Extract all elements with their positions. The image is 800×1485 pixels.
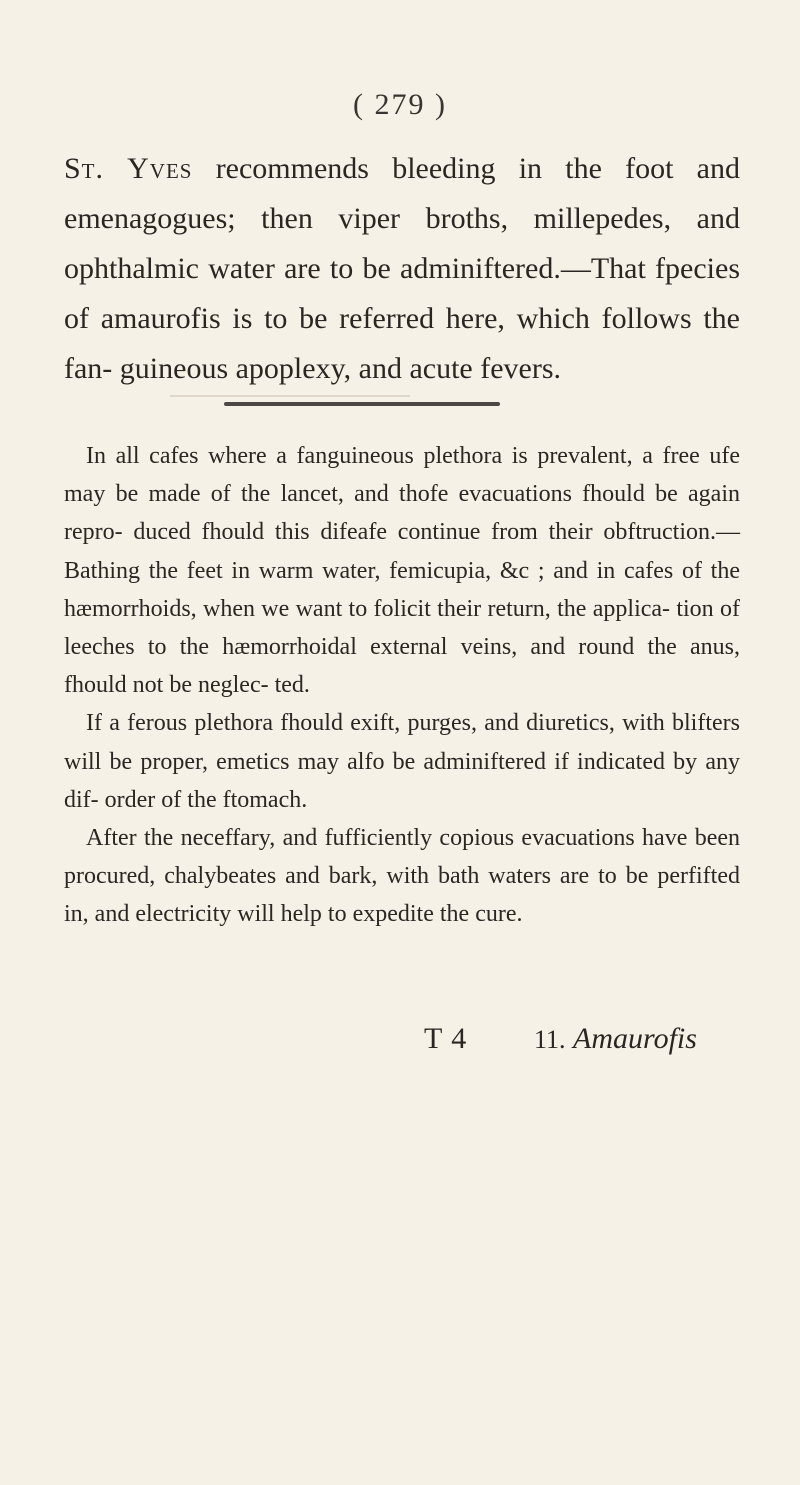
author-name: St. Yves: [64, 152, 193, 185]
section-yves: [64, 144, 740, 394]
page-number: ( 279 ): [353, 88, 447, 121]
paragraph: [64, 144, 740, 394]
paragraph-text: recommends bleeding in the foot and emenagogues; then viper broths, millepedes, and ophthalmic water are to be adminiftered.—That fpecies of amaurofis is to be referred here, which follows the fan- guineous apoplexy, and acute fevers.: [64, 152, 740, 385]
catchword-text: Amaurofis: [573, 1022, 697, 1055]
paragraph-text: In all cafes where a fanguineous plethora is prevalent, a free ufe may be made of the lancet, and thofe evacuations fhould be again repro- duced fhould this difeafe continue from their obftruction.—Bathing the feet in warm water, femicupia, &c ; and in cafes of the hæmorrhoids, when we want to folicit their return, the applica- tion of leeches to the hæmorrhoidal external veins, and round the anus, fhould not be neglec- ted.: [64, 443, 740, 699]
section-treatment: [64, 437, 740, 934]
section-divider-shadow: [170, 395, 410, 397]
catchword-number: 11.: [534, 1025, 566, 1054]
signature-mark: T 4: [424, 1022, 468, 1055]
section-divider: [224, 402, 500, 406]
paragraph: [64, 819, 740, 934]
catchword: [534, 1022, 697, 1056]
paragraph-text: If a ferous plethora fhould exift, purges, and diuretics, with blifters will be proper, emetics may alfo be adminiftered if indicated by any dif- order of the ftomach.: [64, 710, 740, 813]
paragraph: [64, 437, 740, 704]
paragraph-text: After the neceffary, and fufficiently copious evacuations have been procured, chalybeates and bark, with bath waters are to be perfifted in, and electricity will help to expedite the cure.: [64, 825, 740, 928]
paragraph: [64, 704, 740, 819]
page-footer: [64, 1022, 740, 1062]
